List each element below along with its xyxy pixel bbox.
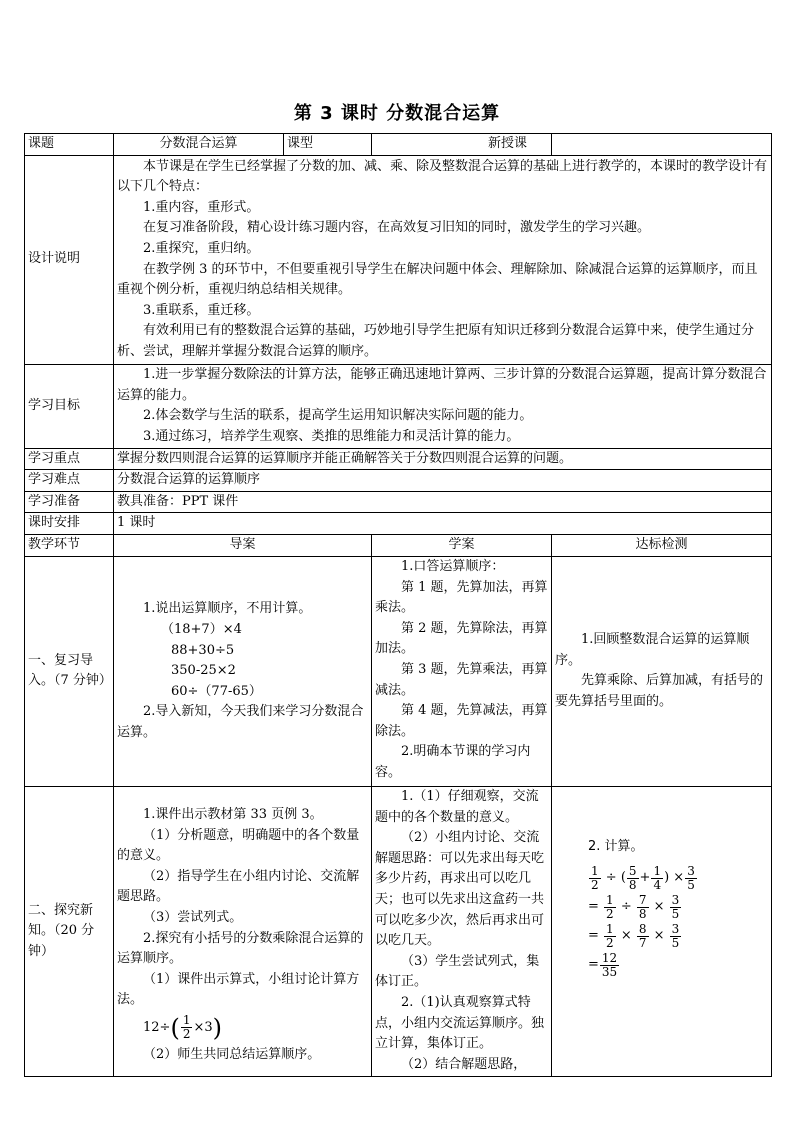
- guide-line: （2）指导学生在小组内讨论、交流解题思路。: [117, 868, 360, 905]
- review-check: [552, 556, 772, 786]
- explore-guide: [114, 786, 372, 1076]
- schedule-text: 1 课时: [114, 513, 772, 535]
- design-label: 设计说明: [25, 155, 114, 364]
- row-schedule: [25, 513, 772, 535]
- design-paragraph: 在教学例 3 的环节中，不但要重视引导学生在解决问题中体会、理解除加、除减混合运算的运算顺序，而且重视个例分析，重视归纳总结相关规律。: [117, 261, 758, 298]
- study-line: （2）小组内讨论、交流解题思路：可以先求出每天吃多少片药，再求出可以吃几天；也可以先求出这盒药一共可以吃多少次，然后再求出可以吃几天。: [375, 830, 545, 949]
- study-line: 1.口答运算顺序：: [401, 558, 505, 574]
- study-line: （3）学生尝试列式，集体订正。: [375, 953, 540, 990]
- study-line: （2）结合解题思路，: [401, 1056, 527, 1072]
- guide-line: 1.课件出示教材第 33 页例 3。: [143, 806, 323, 822]
- guide-line: 2.探究有小括号的分数乘除混合运算的运算顺序。: [117, 930, 364, 967]
- topic-value: 分数混合运算: [114, 134, 284, 156]
- row-review: [25, 556, 772, 786]
- design-paragraph: 3.重联系，重迁移。: [143, 302, 260, 318]
- design-paragraph: 有效利用已有的整数混合运算的基础，巧妙地引导学生把原有知识迁移到分数混合运算中来，使学生通过分析、尝试，理解并掌握分数混合运算的顺序。: [117, 323, 755, 359]
- check-line: 1.回顾整数混合运算的运算顺序。: [555, 632, 750, 668]
- study-line: 第 4 题，先算减法，再算除法。: [375, 703, 548, 739]
- guide-line: （2）师生共同总结运算顺序。: [143, 1046, 321, 1062]
- explore-study: [372, 786, 552, 1076]
- design-paragraph: 本节课是在学生已经掌握了分数的加、减、乘、除及整数混合运算的基础上进行教学的，本课时的教学设计有以下几个特点：: [117, 158, 768, 195]
- explore-check: [552, 786, 772, 1076]
- guide-formula: [117, 1011, 368, 1045]
- paren-open: (: [170, 1013, 180, 1042]
- row-headers: [25, 534, 772, 556]
- study-line: 第 1 题，先算加法，再算乘法。: [375, 579, 548, 616]
- header-study: 学案: [372, 534, 552, 556]
- guide-line: （1）分析题意，明确题中的各个数量的意义。: [117, 827, 360, 864]
- design-paragraph: 2.重探究，重归纳。: [143, 241, 260, 256]
- calc-line-1: $\frac{1}{2}$ ÷ ( $\frac{5}{8}$ + $\frac{1}{4}$ ) × $\frac{3}{5}$: [591, 863, 695, 892]
- blank-cell: [552, 134, 772, 156]
- row-explore: [25, 786, 772, 1076]
- study-line: 2.明确本节课的学习内容。: [375, 744, 531, 780]
- row-design: [25, 155, 772, 364]
- type-label: 课型: [284, 134, 372, 156]
- formula-tail: ×3: [193, 1019, 213, 1035]
- lesson-plan-table: [24, 133, 772, 1077]
- calc-line-4: = $\frac{12}{35}$: [588, 950, 618, 979]
- goals-label: 学习目标: [25, 364, 114, 448]
- row-goals: [25, 364, 772, 448]
- guide-line: （1）课件出示算式，小组讨论计算方法。: [117, 971, 360, 1008]
- schedule-label: 课时安排: [25, 513, 114, 535]
- page-title: 第 3 课时 分数混合运算: [293, 103, 501, 124]
- guide-expression: 350-25×2: [171, 663, 236, 679]
- difficulty-text: 分数混合运算的运算顺序: [114, 470, 772, 492]
- prep-label: 学习准备: [25, 491, 114, 513]
- row-difficulty: [25, 470, 772, 492]
- goal-item: 2.体会数学与生活的联系，提高学生运用知识解决实际问题的能力。: [143, 408, 533, 424]
- study-line: 2.（1)认真观察算式特点，小组内交流运算顺序。独立计算，集体订正。: [375, 994, 545, 1052]
- type-value: 新授课: [372, 134, 552, 156]
- row-prep: [25, 491, 772, 513]
- review-stage: 一、复习导入。（7 分钟）: [25, 556, 114, 786]
- calc-line-3: = $\frac{1}{2}$ × $\frac{8}{7}$ × $\frac{3}{5}$: [588, 921, 680, 950]
- study-line: 1.（1）仔细观察，交流题中的各个数量的意义。: [375, 788, 539, 825]
- calc-line-2: = $\frac{1}{2}$ ÷ $\frac{7}{8}$ × $\frac{3}{5}$: [588, 892, 680, 921]
- design-paragraph: 1.重内容，重形式。: [143, 199, 260, 215]
- study-line: 第 2 题，先算除法，再算加法。: [375, 620, 548, 657]
- guide-line: 2.导入新知，今天我们来学习分数混合运算。: [117, 704, 364, 740]
- key-text: 掌握分数四则混合运算的运算顺序并能正确解答关于分数四则混合运算的问题。: [114, 448, 772, 470]
- key-label: 学习重点: [25, 448, 114, 470]
- goal-item: 1.进一步掌握分数除法的计算方法，能够正确迅速地计算两、三步计算的分数混合运算题，提高计算分数混合运算的能力。: [117, 366, 767, 403]
- check-line: 先算乘除、后算加减，有括号的要先算括号里面的。: [555, 673, 764, 710]
- header-stage: 教学环节: [25, 534, 114, 556]
- calc-heading: 2. 计算。: [588, 838, 644, 854]
- explore-stage: 二、探究新知。（20 分钟）: [25, 786, 114, 1076]
- row-topic: [25, 134, 772, 156]
- topic-label: 课题: [25, 134, 114, 156]
- formula-lead: 12÷: [143, 1019, 171, 1035]
- guide-expression: （18+7）×4: [161, 621, 242, 637]
- study-line: 第 3 题，先算乘法，再算减法。: [375, 661, 548, 698]
- review-guide: [114, 556, 372, 786]
- header-guide: 导案: [114, 534, 372, 556]
- design-paragraph: 在复习准备阶段，精心设计练习题内容，在高效复习旧知的同时，激发学生的学习兴趣。: [143, 220, 651, 236]
- header-check: 达标检测: [552, 534, 772, 556]
- guide-line: 1.说出运算顺序，不用计算。: [143, 601, 312, 617]
- prep-text: 教具准备：PPT 课件: [114, 491, 772, 513]
- goals-content: [114, 364, 772, 448]
- difficulty-label: 学习难点: [25, 470, 114, 492]
- guide-expression: 60÷（77-65）: [171, 683, 262, 699]
- design-content: [114, 155, 772, 364]
- review-study: [372, 556, 552, 786]
- fraction: $\frac{1}{2}$: [182, 1013, 191, 1042]
- guide-expression: 88+30÷5: [171, 642, 235, 658]
- guide-line: （3）尝试列式。: [143, 909, 243, 925]
- paren-close: ): [212, 1013, 222, 1042]
- row-key: [25, 448, 772, 470]
- goal-item: 3.通过练习，培养学生观察、类推的思维能力和灵活计算的能力。: [143, 428, 520, 444]
